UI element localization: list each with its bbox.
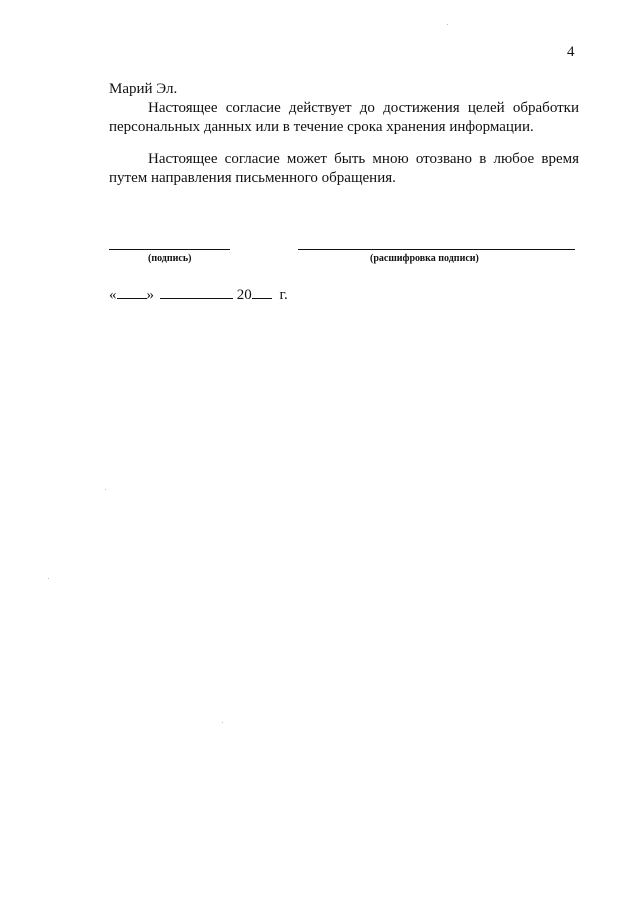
date-century: 20 <box>236 287 252 303</box>
scan-speck <box>222 722 223 723</box>
validity-line-1: Настоящее согласие действует до достижения целей обработки <box>148 100 579 116</box>
date-year-suffix: г. <box>279 287 288 303</box>
signature-decoding-line[interactable] <box>298 249 575 250</box>
validity-line-2: персональных данных или в течение срока хранения информации. <box>109 119 534 135</box>
signature-caption: (подпись) <box>148 253 192 264</box>
date-month-blank[interactable] <box>160 285 233 299</box>
scan-speck <box>447 24 448 25</box>
date-close-quote: » <box>146 287 154 303</box>
date-year-blank[interactable] <box>252 285 272 299</box>
page-number: 4 <box>567 44 575 60</box>
consent-validity-paragraph <box>109 80 579 137</box>
date-day-blank[interactable] <box>117 285 147 299</box>
scan-speck <box>48 578 49 579</box>
signature-decoding-caption: (расшифровка подписи) <box>370 253 479 264</box>
signature-line[interactable] <box>109 249 230 250</box>
scan-speck <box>105 489 106 490</box>
revocation-line-1: Настоящее согласие может быть мною отозвано в любое время <box>148 151 579 167</box>
date-row <box>109 285 288 304</box>
date-open-quote: « <box>109 287 117 303</box>
consent-revocation-paragraph <box>109 150 579 188</box>
region-line: Марий Эл. <box>109 81 178 97</box>
revocation-line-2: путем направления письменного обращения. <box>109 170 396 186</box>
